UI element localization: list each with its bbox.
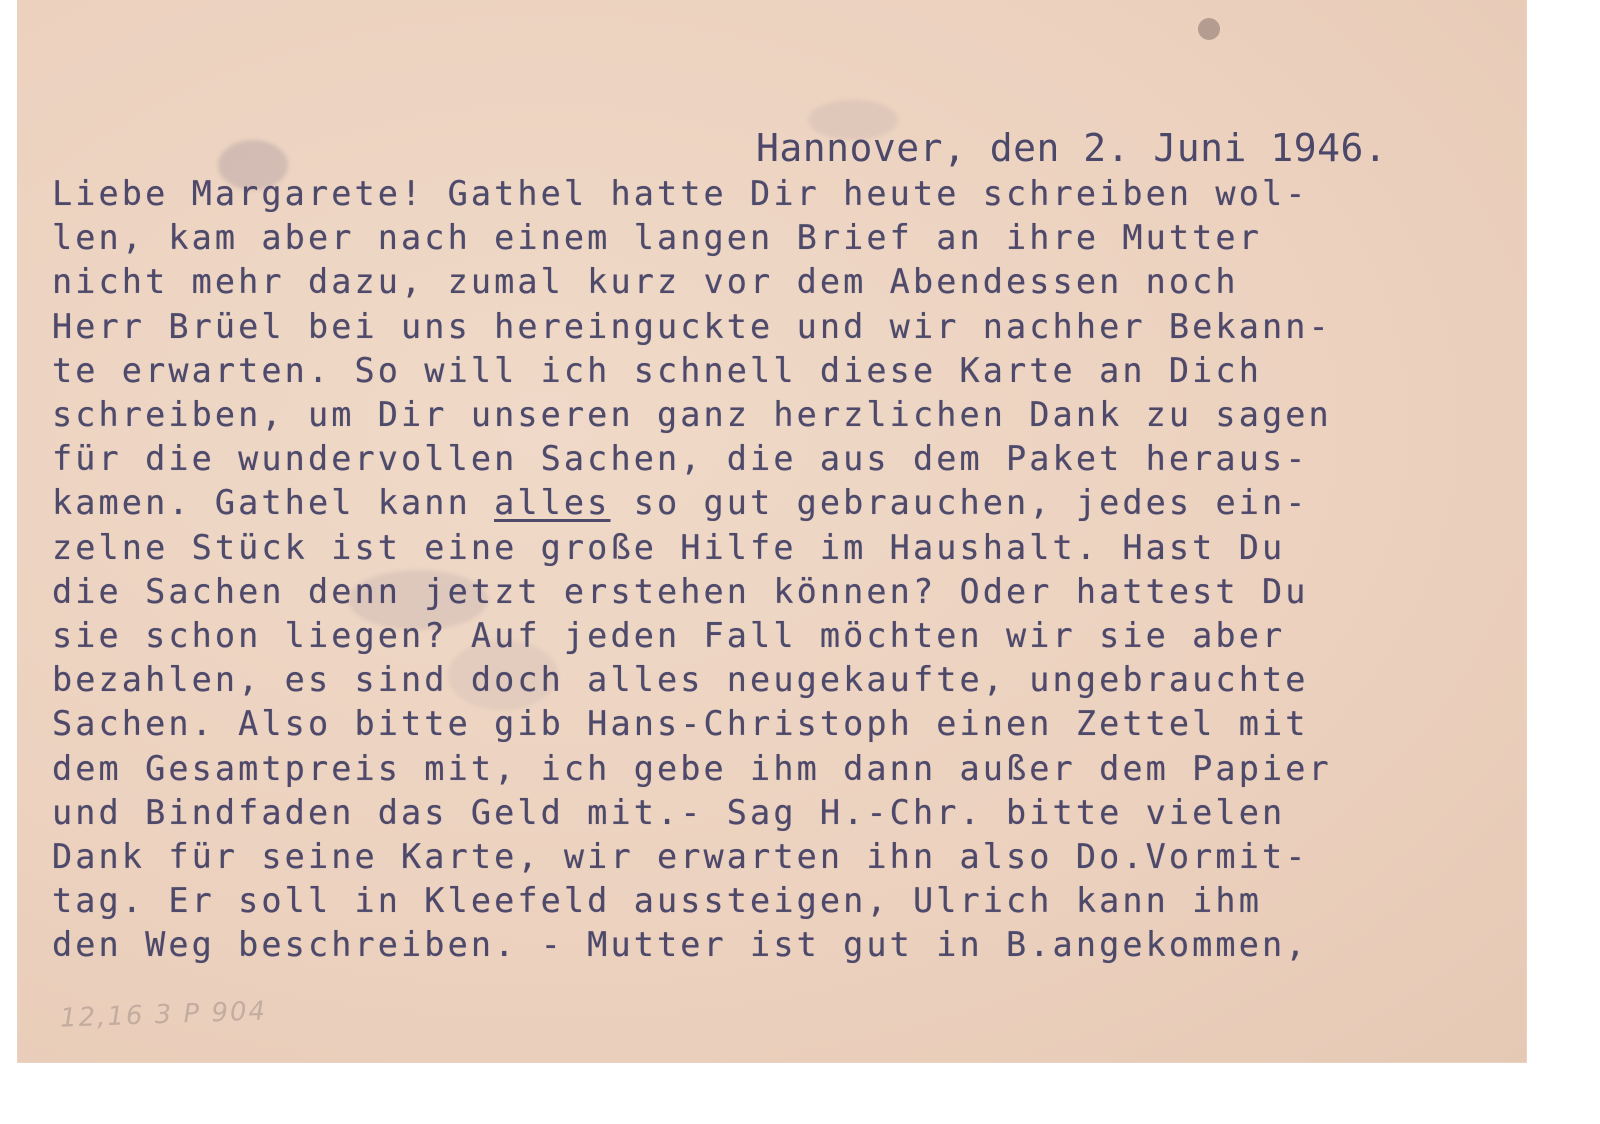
pencil-archive-note: 12,16 3 P 904: [59, 996, 268, 1034]
underlined-word: alles: [494, 483, 611, 523]
letter-line: len, kam aber nach einem langen Brief an ihre Mutter: [52, 218, 1262, 258]
letter-line: kamen. Gathel kann alles so gut gebrauchen, jedes ein-: [52, 483, 1309, 523]
letter-line: Herr Brüel bei uns hereinguckte und wir nachher Bekann-: [52, 306, 1332, 346]
letter-line: Dank für seine Karte, wir erwarten ihn also Do.Vormit-: [52, 837, 1309, 877]
letter-line: zelne Stück ist eine große Hilfe im Haushalt. Hast Du: [52, 527, 1286, 567]
letter-line: schreiben, um Dir unseren ganz herzlichen Dank zu sagen: [52, 395, 1332, 435]
letter-line: Sachen. Also bitte gib Hans-Christoph einen Zettel mit: [52, 704, 1309, 744]
date-line: Hannover, den 2. Juni 1946.: [756, 126, 1388, 170]
letter-line: tag. Er soll in Kleefeld aussteigen, Ulrich kann ihm: [52, 881, 1262, 921]
letter-body: [52, 172, 1512, 968]
postcard: [18, 0, 1526, 1062]
stain-mark: [1198, 18, 1220, 40]
letter-line: die Sachen denn jetzt erstehen können? Oder hattest Du: [52, 571, 1309, 611]
letter-line: für die wundervollen Sachen, die aus dem Paket heraus-: [52, 439, 1309, 479]
letter-line: und Bindfaden das Geld mit.- Sag H.-Chr. bitte vielen: [52, 792, 1286, 832]
letter-line: nicht mehr dazu, zumal kurz vor dem Abendessen noch: [52, 262, 1239, 302]
letter-line: sie schon liegen? Auf jeden Fall möchten wir sie aber: [52, 616, 1286, 656]
letter-line: te erwarten. So will ich schnell diese Karte an Dich: [52, 350, 1262, 390]
letter-line: bezahlen, es sind doch alles neugekaufte, ungebrauchte: [52, 660, 1309, 700]
letter-line: den Weg beschreiben. - Mutter ist gut in B.angekommen,: [52, 925, 1309, 965]
letter-line: Liebe Margarete! Gathel hatte Dir heute schreiben wol-: [52, 174, 1309, 213]
letter-line: dem Gesamtpreis mit, ich gebe ihm dann außer dem Papier: [52, 748, 1332, 788]
